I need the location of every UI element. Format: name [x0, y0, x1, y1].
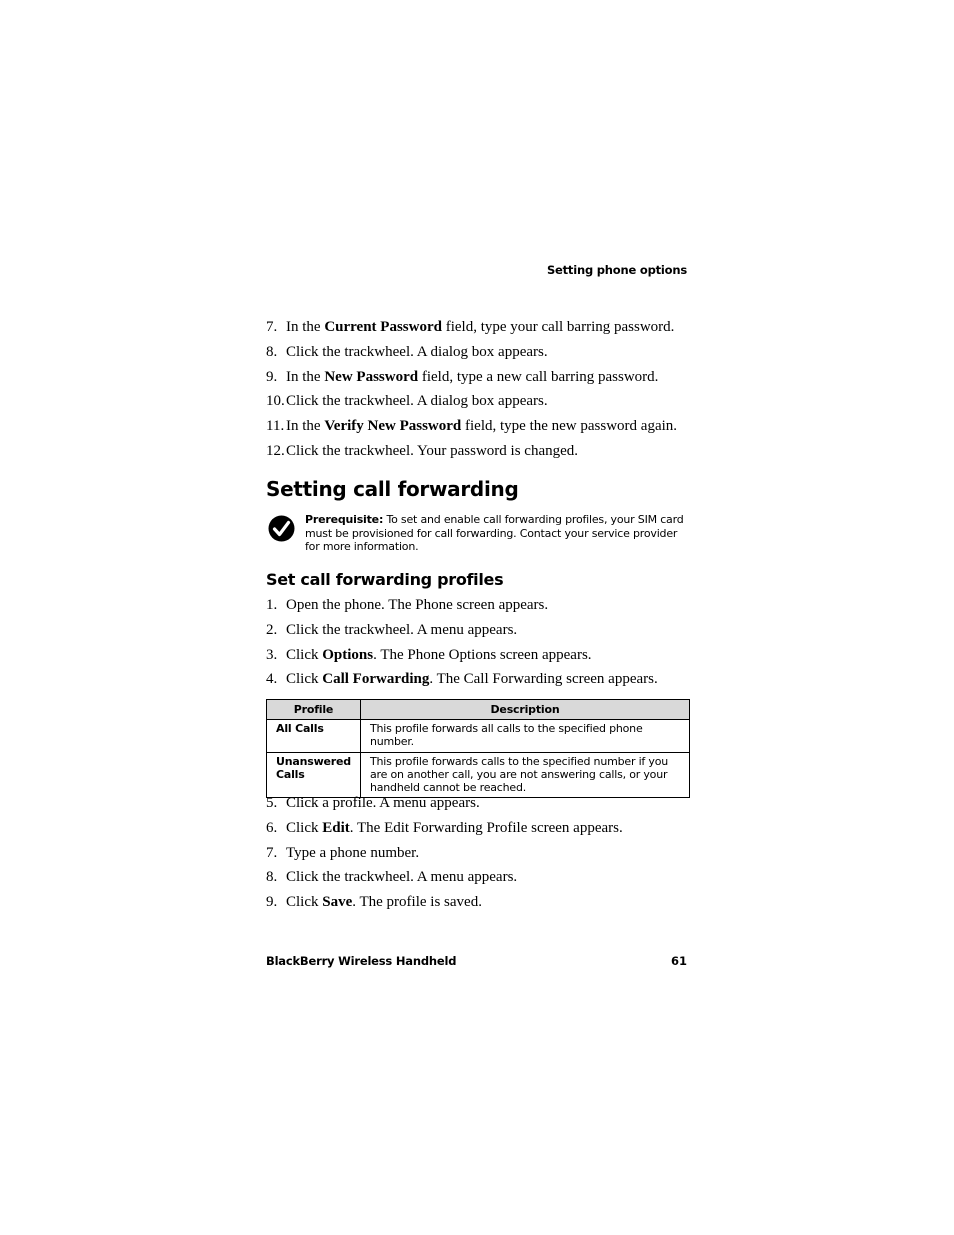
step-text-pre: Type a phone number.	[286, 844, 420, 861]
page-number: 61	[670, 954, 687, 968]
step-text-pre: Click the trackwheel. A menu appears.	[286, 621, 518, 638]
step-item	[266, 416, 706, 441]
step-text	[286, 843, 419, 863]
step-text-pre: Click the trackwheel. A dialog box appears.	[286, 393, 548, 410]
step-item	[266, 843, 706, 868]
step-text-pre: Click the trackwheel. Your password is changed.	[286, 442, 579, 459]
step-item	[266, 342, 706, 367]
step-number: 1.	[266, 597, 278, 613]
step-text	[286, 367, 658, 387]
table-header-row	[267, 700, 690, 720]
step-ui-label: Edit	[322, 819, 350, 836]
footer-title: BlackBerry Wireless Handheld	[266, 954, 457, 968]
step-item	[266, 595, 706, 620]
section-title: Setting call forwarding	[266, 477, 519, 501]
step-text-post: field, type a new call barring password.	[418, 368, 659, 385]
step-item	[266, 892, 706, 917]
profile-name: Unanswered Calls	[267, 752, 361, 798]
prerequisite-label: Prerequisite:	[305, 513, 384, 526]
checkmark-icon	[268, 515, 295, 542]
profiles-table	[266, 699, 690, 798]
step-number: 9.	[266, 894, 278, 911]
step-text-pre: Click	[286, 894, 323, 911]
step-text	[286, 441, 578, 461]
running-header: Setting phone options	[546, 263, 687, 277]
step-text-post: . The Phone Options screen appears.	[373, 646, 592, 663]
step-item	[266, 441, 706, 466]
subsection-title: Set call forwarding profiles	[266, 570, 504, 589]
step-item	[266, 793, 706, 818]
column-header-description: Description	[360, 700, 689, 720]
prerequisite-body: To set and enable call forwarding profiles, your SIM card must be provisioned for call forwarding. Contact your service provider for more information.	[305, 513, 684, 553]
step-item	[266, 367, 706, 392]
step-ui-label: Save	[322, 894, 353, 911]
step-item	[266, 391, 706, 416]
step-text-post: field, type your call barring password.	[441, 319, 675, 335]
step-text-post: . The Edit Forwarding Profile screen appears.	[349, 819, 623, 836]
step-text	[286, 317, 674, 337]
step-item	[266, 867, 706, 892]
step-text-pre: In the	[286, 368, 325, 385]
step-number: 5.	[266, 795, 278, 811]
step-text-pre: Click a profile. A menu appears.	[286, 795, 480, 811]
step-text-pre: Click the trackwheel. A dialog box appears.	[286, 343, 548, 360]
step-text-post: . The Call Forwarding screen appears.	[429, 671, 658, 688]
step-text-pre: Click	[286, 646, 323, 663]
step-item	[266, 669, 706, 694]
step-text	[286, 669, 658, 689]
step-text-pre: Click	[286, 819, 323, 836]
step-item	[266, 620, 706, 645]
step-text	[286, 818, 623, 838]
step-number: 3.	[266, 646, 278, 663]
step-number: 8.	[266, 869, 278, 886]
column-header-profile: Profile	[267, 700, 361, 720]
step-number: 4.	[266, 671, 278, 688]
step-ui-label: Verify New Password	[324, 418, 462, 435]
step-number: 6.	[266, 819, 278, 836]
table-row	[267, 720, 690, 753]
profile-name: All Calls	[267, 720, 361, 753]
step-text-pre: Open the phone. The Phone screen appears.	[286, 597, 549, 613]
step-text	[286, 793, 480, 813]
table-row	[267, 752, 690, 798]
profile-description: This profile forwards all calls to the specified phone number.	[360, 720, 689, 753]
step-text	[286, 391, 548, 411]
steps-list-password	[266, 317, 706, 466]
step-text	[286, 620, 517, 640]
step-ui-label: Options	[322, 646, 374, 663]
step-text-pre: Click the trackwheel. A menu appears.	[286, 869, 518, 886]
step-text	[286, 645, 592, 665]
step-number: 2.	[266, 621, 278, 638]
step-text	[286, 342, 548, 362]
step-ui-label: New Password	[324, 368, 419, 385]
step-text-pre: Click	[286, 671, 323, 688]
step-item	[266, 317, 706, 342]
step-item	[266, 818, 706, 843]
step-number: 7.	[266, 844, 278, 861]
step-text-pre: In the	[286, 319, 325, 335]
step-item	[266, 645, 706, 670]
profile-description: This profile forwards calls to the specified number if you are on another call, you are not answering calls, or your handheld cannot be reached.	[360, 752, 689, 798]
steps-list-profiles	[266, 595, 706, 694]
steps-list-edit	[266, 793, 706, 917]
step-text	[286, 892, 482, 912]
step-number: 12.	[266, 442, 285, 459]
step-number: 11.	[266, 418, 285, 435]
step-text-post: . The profile is saved.	[352, 894, 482, 911]
step-number: 9.	[266, 368, 278, 385]
step-text-pre: In the	[286, 418, 325, 435]
step-text	[286, 867, 517, 887]
step-text	[286, 416, 677, 436]
step-number: 10.	[266, 393, 285, 410]
step-text	[286, 595, 548, 615]
prerequisite-text	[305, 513, 693, 554]
step-number: 8.	[266, 343, 278, 360]
step-ui-label: Current Password	[324, 319, 442, 335]
step-ui-label: Call Forwarding	[322, 671, 430, 688]
step-text-post: field, type the new password again.	[461, 418, 678, 435]
step-number: 7.	[266, 319, 278, 335]
